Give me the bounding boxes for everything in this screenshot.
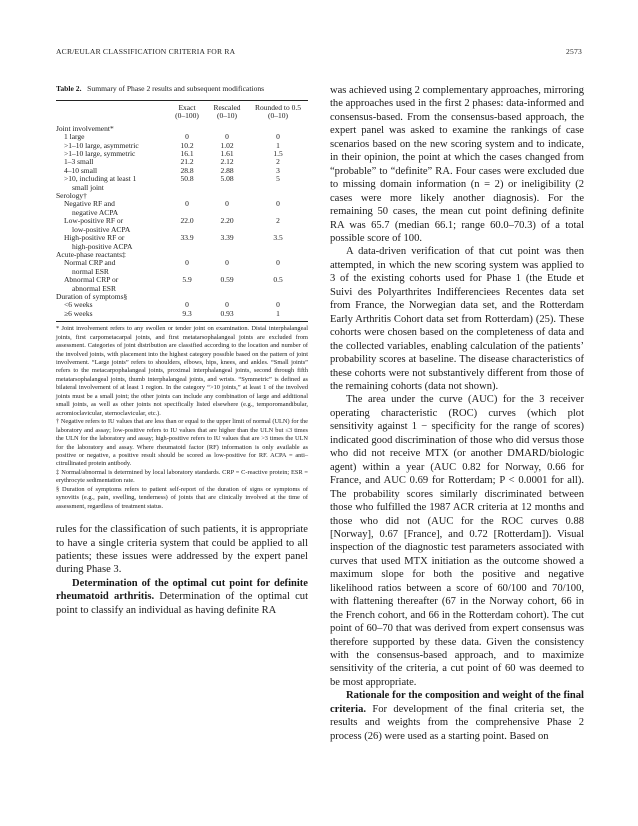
cell-exact: 16.1 (180, 149, 194, 159)
row-label-text: 1 large (64, 132, 85, 142)
column-header-line2: (0–10) (217, 111, 237, 121)
cell-rounded: 1 (276, 308, 280, 318)
cell-rounded: 1 (276, 140, 280, 150)
cell-rescaled: 3.39 (220, 233, 234, 243)
cell-rounded: 0.5 (273, 275, 283, 285)
cell-exact: 22.0 (180, 216, 194, 226)
body-paragraph: rules for the classification of such patients, it is appropriate to have a single criteria system that could be applied to all patients; these issues were addressed by the expert panel during Phase 3. (56, 524, 308, 576)
row-label (56, 200, 168, 217)
row-label-continuation: low-positive ACPA (72, 224, 131, 234)
cell-rescaled: 2.20 (220, 216, 234, 226)
cell-rounded: 2 (276, 216, 280, 226)
cell-rescaled: 0 (225, 258, 229, 268)
cell-rounded: 3 (276, 165, 280, 175)
row-label-continuation: abnormal ESR (72, 283, 116, 293)
group-label (56, 293, 308, 301)
row-label-continuation: high-positive ACPA (72, 241, 133, 251)
table-header (56, 101, 308, 123)
row-label-text: >1–10 large, symmetric (64, 149, 136, 159)
row-label (56, 276, 168, 293)
right-column (330, 84, 584, 743)
row-label-text: Duration of symptoms§ (56, 291, 128, 301)
section-heading: Rationale for the composition and weight of the final criteria. (330, 690, 584, 715)
cell-rounded: 5 (276, 174, 280, 184)
row-label-text: Acute-phase reactants‡ (56, 249, 126, 259)
footnote: ‡ Normal/abnormal is determined by local laboratory standards. CRP = C-reactive protein; ESR = erythrocyte sedimentation rate. (56, 468, 308, 485)
table-row (56, 259, 308, 276)
table-row (56, 310, 308, 321)
column-header-line1: Rescaled (213, 103, 241, 112)
footnote: † Negative refers to IU values that are less than or equal to the upper limit of normal (ULN) for the laboratory and assay; low-positive refers to IU values that are higher than the ULN but ≤3 times the ULN for the laboratory and assay; high-positive refers to IU values that are >3 times the ULN for the laboratory and assay. Where rheumatoid factor (RF) information is only available as positive or negative, a positive result should be scored as low-positive for RF. ACPA = anti–citrullinated protein antibody. (56, 418, 308, 468)
footnote: * Joint involvement refers to any swollen or tender joint on examination. Distal interphalangeal joints, first carpometacarpal joints, and first metatarsophalangeal joints are excluded from assessment. Categories of joint distribution are classified according to the location and number of the involved joints, with placement into the highest category possible based on the pattern of joint involvement. “Large joints” refers to shoulders, elbows, hips, knees, and ankles. “Small joints” refers to the metacarpophalangeal joints, proximal interphalangeal joints, second through fifth metatarsophalangeal joints, thumb interphalangeal joints, and wrists. “Symmetric” is defined as bilateral involvement of at least 1 region. In the category “>10 joints,” at least 1 of the involved joints must be a small joint; the other joints can include any combination of large and additional small joints, as well as other joints not specifically listed elsewhere (e.g., temporomandibular, acromioclavicular, sternoclavicular, etc.). (56, 325, 308, 417)
cell-rescaled: 0.93 (220, 308, 234, 318)
section-text: Determination of the optimal cut point to classify an individual as having definite RA (56, 591, 308, 616)
row-label-text: 1–3 small (64, 157, 94, 167)
row-label-continuation: normal ESR (72, 266, 109, 276)
cell-exact: 21.2 (180, 157, 194, 167)
cell-rescaled: 2.12 (220, 157, 234, 167)
column-header-line1: Rounded to 0.5 (254, 103, 302, 112)
cell-rescaled: 5.08 (220, 174, 234, 184)
header-label-cell (56, 101, 168, 123)
cell-rescaled: 1.61 (220, 149, 234, 159)
cell-rounded: 3.5 (273, 233, 283, 243)
body-paragraph: The area under the curve (AUC) for the 3 receiver operating characteristic (ROC) curves (which plot sensitivity against 1 − specificity for the range of scores) indicated good discrimination of those who did versus those who did not receive MTX (or another DMARD/biologic agent) within a year (AUC 0.82 for Norway, 0.66 for France, and AUC 0.69 for Rotterdam; P < 0.0001 for all). The probability scores similarly discriminated between those who fulfilled the 1987 ACR criteria at 12 months and those who did not (AUC for the ROC curves 0.88 [Norway], 0.67 [France], and 0.72 [Rotterdam]). Visual inspection of the diagnostic test parameters associated with curves that used MTX initiation as the outcome showed a maximum slope for both the positive and negative likelihood ratios between a score of 60/100 and 70/100, with flattening thereafter (67 in the Norway cohort, 66 in the French cohort, and 66 in the Rotterdam cohort). The cut point of 60–70 that was derived from expert consensus was therefore supported by these data. Given the consistency with the consensus-based approach, and to maximize sensitivity of the criteria, a cut point of 60 was deemed to be most appropriate. (330, 394, 584, 688)
cell-rounded: 0 (276, 258, 280, 268)
column-header (206, 101, 248, 123)
cell-exact: 0 (185, 199, 189, 209)
cell-exact: 50.8 (180, 174, 194, 184)
row-label-text: 4–10 small (64, 165, 98, 175)
section-heading: Determination of the optimal cut point for definite rheumatoid arthritis. (56, 577, 308, 603)
table-body (56, 123, 308, 321)
section-text: For development of the final criteria set, the results and weights from the comprehensive Phase 2 process (26) were used as a starting point. Based on (330, 703, 584, 742)
row-label-continuation: small joint (72, 182, 104, 192)
column-header-line2: (0–100) (175, 111, 199, 121)
row-label (56, 175, 168, 192)
cell-rounded: 1.5 (273, 149, 283, 159)
footnote: § Duration of symptoms refers to patient self-report of the duration of signs or symptoms of synovitis (e.g., pain, swelling, tenderness) of joints that are clinically involved at the time of assessment, regardless of treatment status. (56, 485, 308, 510)
left-column (56, 84, 308, 617)
cell-rounded: 0 (276, 300, 280, 310)
cell-rounded: 0 (276, 199, 280, 209)
cell-rescaled: 0 (225, 132, 229, 142)
cell-rescaled: 2.88 (220, 165, 234, 175)
row-label-text: >1–10 large, asymmetric (64, 140, 139, 150)
cell-exact: 9.3 (182, 308, 192, 318)
cell-rounded: 2 (276, 157, 280, 167)
table-footnotes (56, 325, 308, 511)
column-header (168, 101, 206, 123)
row-label-text: Serology† (56, 191, 87, 201)
row-label-text: Negative RF and (64, 199, 115, 209)
running-head (56, 47, 582, 59)
cell-rescaled: 0 (225, 199, 229, 209)
cell-exact: 28.8 (180, 165, 194, 175)
table-row (56, 276, 308, 293)
section-paragraph (330, 689, 584, 743)
row-label-text: <6 weeks (64, 300, 93, 310)
results-table (56, 101, 308, 321)
column-header (248, 101, 308, 123)
table-row (56, 234, 308, 251)
row-label (56, 310, 168, 321)
cell-rescaled: 1.02 (220, 140, 234, 150)
row-label (56, 259, 168, 276)
cell-rescaled: 0 (225, 300, 229, 310)
table-label: Table 2. (56, 84, 82, 93)
row-label (56, 234, 168, 251)
column-header-line1: Exact (178, 103, 196, 112)
row-label-text: Low-positive RF or (64, 216, 124, 226)
row-label-text: ≥6 weeks (64, 308, 93, 318)
page-number: 2573 (566, 47, 582, 56)
table-group-row (56, 123, 308, 133)
row-label (56, 217, 168, 234)
table-bottom-rule (56, 321, 308, 322)
cell-exact: 33.9 (180, 233, 194, 243)
section-paragraph (56, 577, 308, 617)
cell-exact: 5.9 (182, 275, 192, 285)
cell-exact: 0 (185, 132, 189, 142)
cell-exact: 0 (185, 258, 189, 268)
table-caption (56, 84, 308, 94)
table-title: Summary of Phase 2 results and subsequent modifications (87, 84, 265, 93)
cell-exact: 0 (185, 300, 189, 310)
row-label-text: Joint involvement* (56, 123, 114, 133)
row-label-text: >10, including at least 1 (64, 174, 137, 184)
running-head-title: ACR/EULAR CLASSIFICATION CRITERIA FOR RA (56, 47, 236, 56)
table-group-row (56, 293, 308, 301)
row-label-text: High-positive RF or (64, 233, 125, 243)
body-paragraph: was achieved using 2 complementary approaches, mirroring the approaches used in the first 2 phases: data-informed and consensus-based. From the consensus-based approach, the expert panel was asked to examine the rankings of case scenarios based on the new scoring system and to indicate, in their opinion, the point at which the cases changed from “probable” to “definite” RA. Four cases were excluded due to missing domain information (n = 2) or ineligibility (2 cases were more likely another diagnosis). For the remaining 50 cases, the mean cut point defining definite RA was 65.7 (median 66.1; range 60.0–70.3) of a total possible score of 100. (330, 85, 584, 244)
table-row (56, 217, 308, 234)
column-header-line2: (0–10) (268, 111, 288, 121)
table-row (56, 175, 308, 192)
cell-exact: 10.2 (180, 140, 194, 150)
row-label-text: Normal CRP and (64, 258, 116, 268)
right-body-text (330, 84, 584, 743)
row-label-text: Abnormal CRP or (64, 275, 119, 285)
row-label-continuation: negative ACPA (72, 207, 119, 217)
cell-rescaled: 0.59 (220, 275, 234, 285)
left-body-text (56, 523, 308, 617)
group-label (56, 123, 308, 133)
body-paragraph: A data-driven verification of that cut point was then attempted, in which the new scoring system was applied to 3 of the existing cohorts used for Phase 1 (the Etude et Suivi des Polyarthrites Indifferenciees Recentes data set from France, the Norwegian data set, and the Rotterdam Early Arthritis Cohort data set from Rotterdam) (25). These cohorts were chosen based on the completeness of data and the collected variables, enabling calculation of the patients’ probability scores at baseline. The disease characteristics of these cohorts were not substantively different from those of the remaining cohorts (data not shown). (330, 246, 584, 392)
table-row (56, 200, 308, 217)
cell-rounded: 0 (276, 132, 280, 142)
